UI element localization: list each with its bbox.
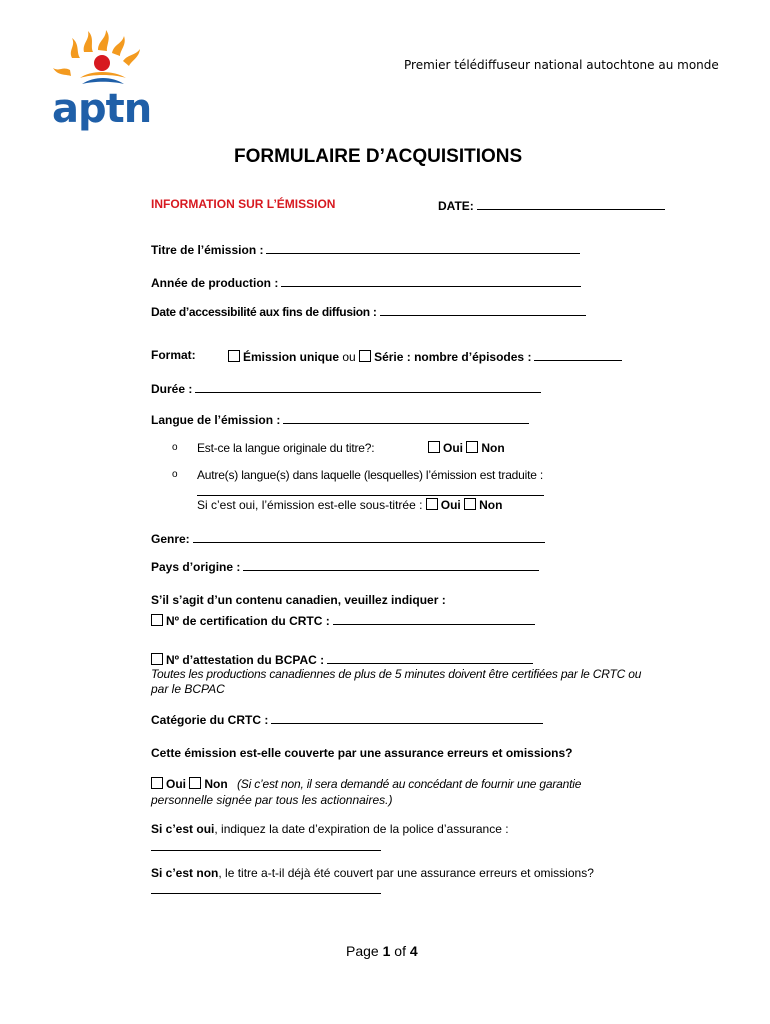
format-unique-label: Émission unique — [243, 350, 340, 364]
aptn-logo — [50, 28, 150, 133]
duree-label: Durée : — [151, 382, 193, 396]
page-total: 4 — [409, 943, 418, 959]
of-word: of — [394, 943, 406, 959]
date-access-field[interactable] — [380, 303, 586, 316]
categorie-row — [151, 711, 543, 727]
note-line2: par le BCPAC — [151, 682, 225, 696]
pays-row — [151, 558, 539, 574]
section-heading: INFORMATION SUR L’ÉMISSION — [151, 197, 336, 211]
bullet-icon: o — [172, 442, 178, 453]
si-oui-row — [151, 822, 509, 836]
langue-row — [151, 411, 529, 427]
langue-oui-label: Oui — [443, 441, 463, 455]
format-serie-label: Série : nombre d’épisodes : — [374, 350, 532, 364]
annee-field[interactable] — [281, 274, 581, 287]
langue-field[interactable] — [283, 411, 529, 424]
si-non-rest: , le titre a-t-il déjà été couvert par une assurance erreurs et omissions? — [218, 866, 594, 880]
categorie-label: Catégorie du CRTC : — [151, 713, 269, 727]
autres-langues-field[interactable] — [197, 483, 544, 496]
episodes-field[interactable] — [534, 348, 622, 361]
assurance-non-label: Non — [204, 777, 228, 791]
checkbox-soustitre-non[interactable] — [464, 498, 476, 510]
assurance-options — [151, 777, 581, 791]
duree-field[interactable] — [195, 380, 541, 393]
pays-field[interactable] — [243, 558, 539, 571]
annee-row — [151, 274, 581, 290]
si-oui-bold: Si c’est oui — [151, 822, 215, 836]
checkbox-crtc-cert[interactable] — [151, 614, 163, 626]
crtc-cert-row — [151, 612, 535, 628]
checkbox-langue-oui[interactable] — [428, 441, 440, 453]
note-line1: Toutes les productions canadiennes de plus de 5 minutes doivent être certifiées par le CRTC ou — [151, 667, 642, 681]
sous-titree-label: Si c’est oui, l’émission est-elle sous-titrée : — [197, 498, 423, 512]
genre-row — [151, 530, 545, 546]
checkbox-emission-unique[interactable] — [228, 350, 240, 362]
langue-originale-options — [428, 441, 505, 455]
sous-titree-row — [197, 498, 502, 512]
checkbox-bcpac[interactable] — [151, 653, 163, 665]
categorie-field[interactable] — [271, 711, 543, 724]
checkbox-soustitre-oui[interactable] — [426, 498, 438, 510]
crtc-cert-field[interactable] — [333, 612, 535, 625]
checkbox-assurance-oui[interactable] — [151, 777, 163, 789]
date-access-label: Date d’accessibilité aux fins de diffusion : — [151, 305, 377, 319]
si-non-field[interactable] — [151, 881, 381, 894]
langue-non-label: Non — [481, 441, 505, 455]
assurance-oui-label: Oui — [166, 777, 186, 791]
form-title: FORMULAIRE D’ACQUISITIONS — [234, 146, 523, 167]
crtc-cert-label: Nº de certification du CRTC : — [166, 614, 330, 628]
format-options — [228, 348, 622, 364]
si-non-bold: Si c’est non — [151, 866, 219, 880]
date-label: DATE: — [438, 199, 474, 213]
bullet-icon: o — [172, 469, 178, 480]
bcpac-row — [151, 651, 533, 667]
format-ou: ou — [342, 350, 356, 364]
contenu-canadien-label: S’il s’agit d’un contenu canadien, veuillez indiquer : — [151, 593, 446, 607]
format-label: Format: — [151, 348, 196, 362]
titre-label: Titre de l’émission : — [151, 243, 264, 257]
assurance-note1: (Si c’est non, il sera demandé au concédant de fournir une garantie — [237, 777, 582, 791]
page-number — [346, 943, 418, 959]
pays-label: Pays d’origine : — [151, 560, 241, 574]
checkbox-serie[interactable] — [359, 350, 371, 362]
tagline: Premier télédiffuseur national autochtone au monde — [404, 58, 719, 72]
bcpac-field[interactable] — [327, 651, 533, 664]
genre-label: Genre: — [151, 532, 190, 546]
si-oui-rest: , indiquez la date d’expiration de la police d’assurance : — [214, 822, 509, 836]
assurance-question: Cette émission est-elle couverte par une assurance erreurs et omissions? — [151, 746, 573, 760]
logo-text: aptn — [52, 86, 152, 132]
si-non-row — [151, 866, 594, 880]
soustitre-oui-label: Oui — [440, 498, 461, 512]
page-num: 1 — [382, 943, 391, 959]
annee-label: Année de production : — [151, 276, 279, 290]
date-field[interactable] — [477, 197, 665, 210]
genre-field[interactable] — [193, 530, 545, 543]
titre-field[interactable] — [266, 241, 580, 254]
checkbox-assurance-non[interactable] — [189, 777, 201, 789]
duree-row — [151, 380, 541, 396]
checkbox-langue-non[interactable] — [466, 441, 478, 453]
titre-row — [151, 241, 580, 257]
soustitre-non-label: Non — [479, 498, 503, 512]
langue-originale-label: Est-ce la langue originale du titre?: — [197, 441, 375, 455]
page-word: Page — [346, 943, 379, 959]
date-access-row — [151, 303, 586, 319]
bcpac-label: Nº d’attestation du BCPAC : — [166, 653, 325, 667]
autres-langues-label: Autre(s) langue(s) dans laquelle (lesquelles) l’émission est traduite : — [197, 468, 543, 482]
assurance-note2: personnelle signée par tous les actionnaires.) — [151, 793, 393, 807]
si-oui-field[interactable] — [151, 838, 381, 851]
langue-label: Langue de l’émission : — [151, 413, 281, 427]
date-row — [438, 197, 665, 213]
